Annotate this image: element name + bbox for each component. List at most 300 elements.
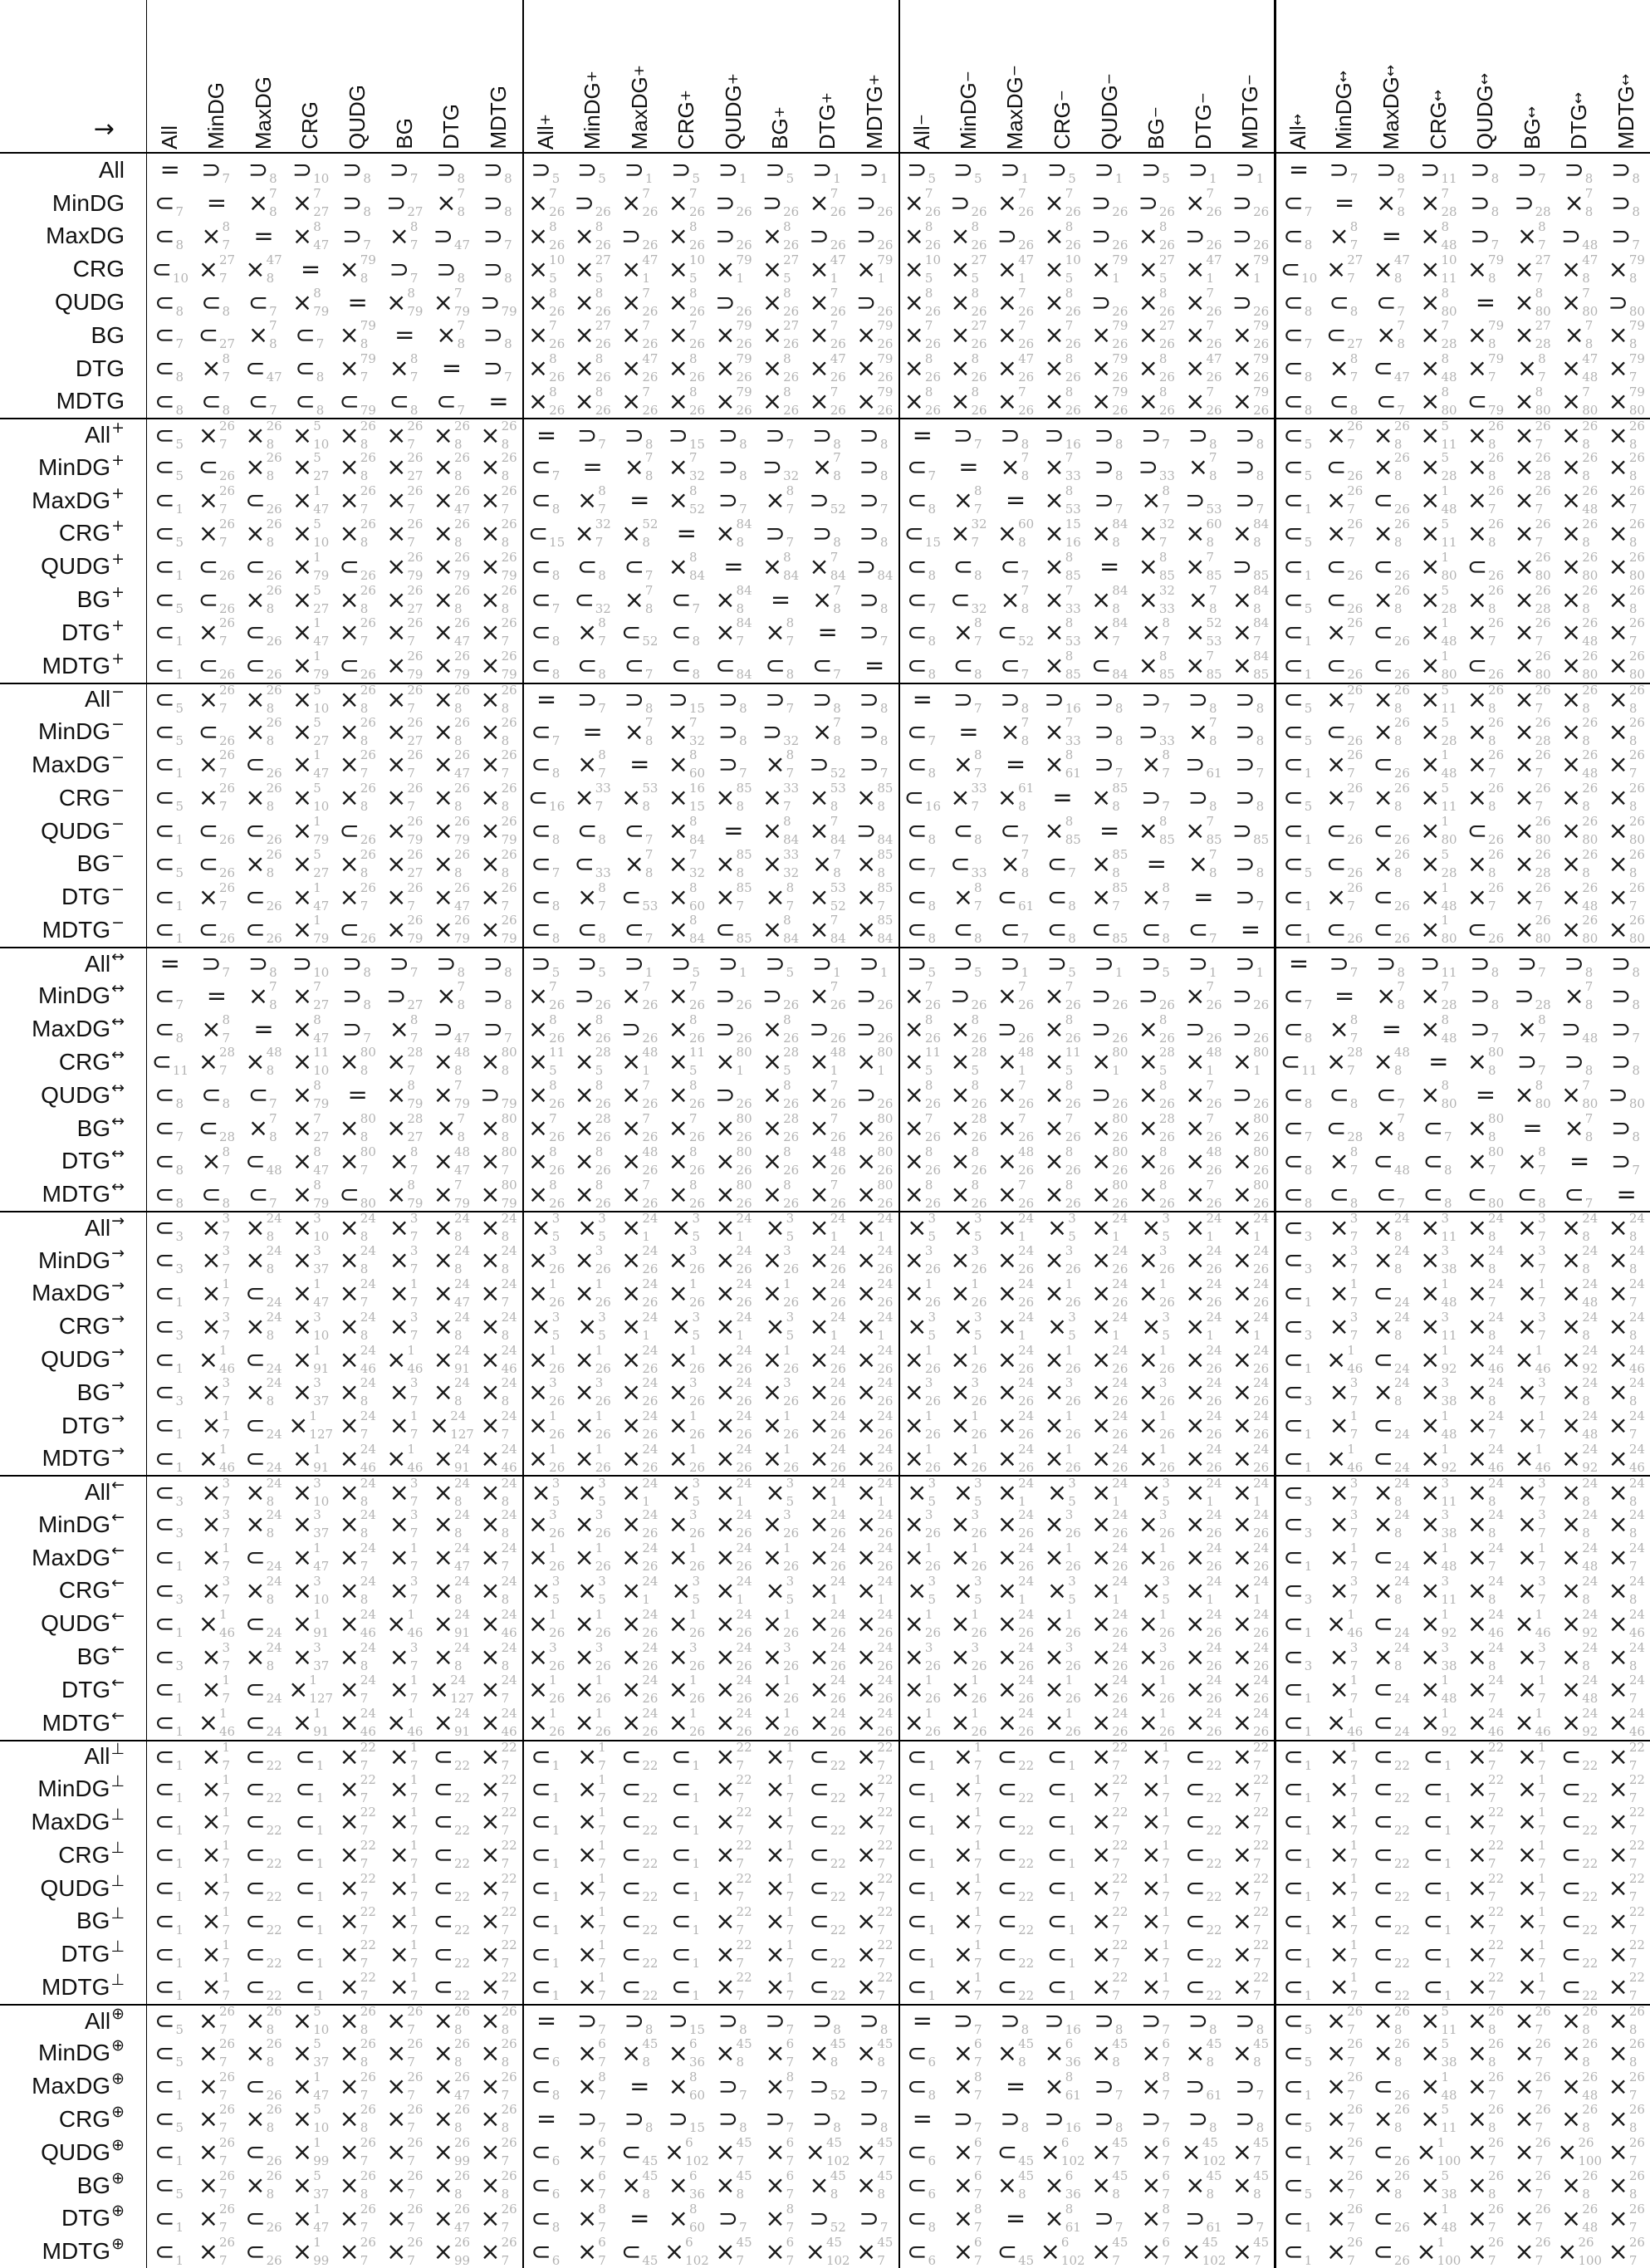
cell-crg-rarr--all (146, 1310, 193, 1343)
cross-symbol: × (1514, 486, 1535, 515)
subset-symbol: ⊂ (154, 1311, 175, 1340)
cell-qudg-minus--mindg (193, 815, 241, 848)
cross-symbol: × (621, 386, 642, 415)
cross-symbol: × (245, 1311, 266, 1340)
reference-numbers: 7 (786, 534, 795, 550)
cross-symbol: × (1373, 453, 1393, 482)
reference-numbers: 1 7 (786, 1771, 795, 1805)
cell-dtg-minus--mdtg-minus (1227, 880, 1275, 914)
cell-bg-larr--mdtg-plus (851, 1640, 898, 1673)
cell-dtg-harr--maxdg (240, 1144, 287, 1178)
subset-symbol: ⊂ (245, 551, 266, 580)
reference-numbers: 7 85 (1206, 649, 1222, 683)
reference-numbers: 27 (219, 336, 236, 352)
reference-numbers: 8 (1632, 171, 1640, 187)
cell-mindg-harr--mindg-minus (945, 980, 992, 1013)
reference-numbers: 24 1 (830, 1211, 846, 1245)
cross-symbol: × (996, 1675, 1018, 1704)
reference-numbers: 3 5 (692, 1573, 701, 1607)
cross-symbol: × (201, 1213, 222, 1242)
reference-numbers: 1 127 (309, 1673, 334, 1707)
reference-numbers: 8 79 (407, 1177, 424, 1211)
cell-dtg-minus--bg-harr (1509, 880, 1556, 914)
reference-numbers: 1 7 (409, 1673, 419, 1707)
cross-symbol: × (386, 750, 407, 779)
cross-symbol: × (527, 221, 549, 250)
cross-symbol: × (1000, 717, 1021, 746)
reference-numbers: 7 (1256, 898, 1265, 914)
reference-numbers: 24 8 (453, 1309, 471, 1343)
reference-numbers: 24 127 (450, 1673, 474, 1707)
cell-maxdg--all-minus (898, 220, 946, 253)
subset-symbol: ⊂ (621, 618, 642, 647)
cell-crg-harr--all-plus (522, 1046, 570, 1079)
cell-maxdg-minus--mdtg (475, 748, 522, 781)
reference-numbers: 8 (1397, 171, 1405, 187)
reference-numbers: 7 (1256, 766, 1265, 781)
cell-all-larr--mindg-plus (569, 1475, 616, 1508)
reference-numbers: 1 26 (595, 1408, 611, 1443)
cross-symbol: × (761, 1708, 783, 1737)
cross-symbol: × (480, 1411, 501, 1440)
cell-qudg-minus--crg-minus (1039, 815, 1086, 848)
cross-symbol: × (1608, 1411, 1628, 1440)
cell-mdtg-rarr--all-harr (1274, 1442, 1321, 1475)
cross-symbol: × (1466, 486, 1488, 515)
cell-qudg-harr--all-harr (1274, 1079, 1321, 1112)
cell-crg-minus--crg-plus (663, 781, 711, 815)
reference-numbers: 26 8 (360, 450, 376, 484)
reference-numbers: 26 (1253, 303, 1270, 319)
cell-crg--dtg-minus (1180, 252, 1227, 286)
row-label-mdtg-rarr: MDTG → (42, 1442, 125, 1472)
reference-numbers: 8 (1256, 436, 1265, 452)
cell-mdtg-harr--all-harr (1274, 1178, 1321, 1211)
reference-numbers: 7 (1349, 171, 1359, 187)
cell-maxdg-rarr--bg-minus (1133, 1277, 1180, 1310)
superset-symbol: ⊃ (576, 949, 598, 978)
superset-symbol: ⊃ (247, 949, 269, 978)
reference-numbers: 22 7 (877, 1739, 894, 1773)
subset-symbol: ⊂ (1283, 1278, 1304, 1307)
reference-numbers: 22 7 (1112, 1805, 1129, 1839)
cell-qudg-rarr--maxdg-minus (992, 1343, 1040, 1376)
reference-numbers: 24 8 (1488, 1573, 1505, 1607)
reference-numbers: 26 8 (1393, 450, 1410, 484)
cell-mindg-perp--qudg-harr (1462, 1772, 1510, 1805)
cell-mindg-minus--dtg-harr (1556, 715, 1603, 748)
reference-numbers: 26 8 (453, 582, 471, 616)
cell-mdtg-plus--crg-harr (1415, 649, 1462, 683)
subset-symbol: ⊂ (295, 1741, 316, 1771)
cross-symbol: × (1466, 618, 1488, 647)
cell-all-minus--bg-harr (1509, 683, 1556, 716)
cell-crg-harr--qudg-minus (1086, 1046, 1133, 1079)
cell-dtg-rarr--mdtg-minus (1227, 1409, 1275, 1443)
reference-numbers: 8 (551, 898, 561, 914)
cross-symbol: × (715, 1114, 736, 1143)
reference-numbers: 24 8 (501, 1639, 517, 1673)
cell-qudg-plus--all-plus (522, 550, 570, 583)
cell-mdtg-harr--bg-harr (1509, 1178, 1556, 1211)
reference-numbers: 26 8 (1488, 781, 1505, 815)
cell-mdtg-harr--mdtg-minus (1227, 1178, 1275, 1211)
reference-numbers: 1 7 (1162, 1771, 1170, 1805)
cell-all-plus--bg-plus (757, 418, 805, 451)
cross-symbol: × (291, 1609, 313, 1638)
cell-all--all (146, 154, 193, 187)
reference-numbers: 26 80 (1582, 649, 1599, 683)
cell-mindg-plus--crg-minus (1039, 451, 1086, 484)
cross-symbol: × (1560, 1080, 1582, 1110)
cell-dtg--qudg-plus (710, 352, 757, 385)
superset-symbol: ⊃ (247, 155, 269, 184)
subset-symbol: ⊂ (1283, 1443, 1304, 1472)
reference-numbers: 8 (175, 402, 184, 418)
subset-symbol: ⊂ (531, 1774, 551, 1803)
superset-symbol: ⊃ (291, 949, 313, 978)
cell-mdtg-harr--crg-harr (1415, 1178, 1462, 1211)
cell-maxdg-rarr--crg-plus (663, 1277, 711, 1310)
cross-symbol: × (1376, 1114, 1397, 1143)
cell-mindg-rarr--all-minus (898, 1244, 946, 1277)
cross-symbol: × (761, 1345, 783, 1374)
reference-numbers: 8 80 (1441, 384, 1457, 418)
cell-mdtg-larr--mdtg-minus (1227, 1707, 1275, 1740)
reference-numbers: 24 8 (1393, 1211, 1410, 1245)
reference-numbers: 22 7 (1628, 1739, 1645, 1773)
cross-symbol: × (668, 551, 688, 580)
subset-symbol: ⊂ (1280, 1047, 1301, 1076)
cell-all-minus--all (146, 683, 193, 716)
subset-symbol: ⊂ (154, 750, 175, 779)
reference-numbers: 52 (1018, 634, 1035, 649)
superset-symbol: ⊃ (1141, 155, 1162, 184)
cell-mdtg-minus--mindg-minus (945, 914, 992, 947)
cell-dtg-rarr--maxdg-minus (992, 1409, 1040, 1443)
reference-numbers: 8 7 (1349, 1012, 1359, 1046)
cross-symbol: × (1141, 750, 1162, 779)
cell-bg-harr--all-minus (898, 1112, 946, 1145)
cell-mindg-harr--maxdg-plus (616, 980, 663, 1013)
subset-symbol: ⊂ (154, 1179, 175, 1208)
cell-all-harr--dtg-harr (1556, 947, 1603, 980)
cell-mdtg--mdtg (475, 385, 522, 418)
cell-qudg-rarr--mdtg-minus (1227, 1343, 1275, 1376)
cell-crg-plus--dtg (428, 517, 476, 551)
cross-symbol: × (291, 453, 313, 482)
reference-numbers: 24 8 (453, 1507, 471, 1541)
reference-numbers: 8 80 (1535, 1078, 1551, 1112)
reference-numbers: 7 (1632, 1030, 1640, 1046)
cross-symbol: × (1090, 1114, 1112, 1143)
cell-mindg-harr--crg-plus (663, 980, 711, 1013)
cross-symbol: × (621, 1477, 642, 1506)
superset-symbol: ⊃ (859, 486, 879, 515)
cross-symbol: × (339, 1575, 360, 1604)
reference-numbers: 28 27 (407, 1111, 424, 1145)
cell-dtg-larr--crg-minus (1039, 1673, 1086, 1707)
reference-numbers: 26 (642, 1030, 659, 1046)
cross-symbol: × (1138, 816, 1158, 845)
reference-numbers: 8 (879, 732, 889, 748)
reference-numbers: 22 (1018, 1856, 1035, 1872)
cross-symbol: × (950, 518, 971, 547)
cross-symbol: × (386, 453, 407, 482)
cell-qudg-rarr--maxdg-plus (616, 1343, 663, 1376)
cell-crg-harr--mdtg-minus (1227, 1046, 1275, 1079)
cell-dtg-harr--bg-minus (1133, 1144, 1180, 1178)
reference-numbers: 1 26 (549, 1673, 566, 1707)
cross-symbol: × (339, 1378, 360, 1407)
cross-symbol: × (761, 221, 783, 250)
cross-symbol: × (1090, 1510, 1112, 1539)
cross-symbol: × (291, 1543, 313, 1572)
reference-numbers: 26 7 (1628, 483, 1645, 517)
cell-dtg-plus--mindg-harr (1321, 616, 1368, 649)
cell-qudg--mindg-plus (569, 286, 616, 319)
cell-bg-plus--dtg-harr (1556, 583, 1603, 616)
cell-all-rarr--mdtg-harr (1603, 1211, 1650, 1244)
cross-symbol: × (480, 1378, 501, 1407)
cross-symbol: × (621, 1311, 642, 1340)
reference-numbers: 3 26 (971, 1243, 987, 1277)
equals-symbol: = (1428, 1047, 1449, 1076)
cell-crg-minus--dtg (428, 781, 476, 815)
reference-numbers: 26 7 (501, 879, 517, 914)
cell-dtg-rarr--bg-minus (1133, 1409, 1180, 1443)
reference-numbers: 1 26 (688, 1342, 706, 1376)
reference-numbers: 8 7 (222, 351, 231, 385)
cell-all-larr--bg-harr (1509, 1475, 1556, 1508)
col-header-mdtg-harr: MDTG↔ (1603, 0, 1650, 154)
cross-symbol: × (1560, 1311, 1582, 1340)
reference-numbers: 22 7 (1488, 1771, 1505, 1805)
cell-bg-harr--crg-minus (1039, 1112, 1086, 1145)
cell-crg-larr--mdtg-plus (851, 1575, 898, 1608)
cell-maxdg-larr--qudg-harr (1462, 1541, 1510, 1575)
subset-symbol: ⊂ (671, 618, 692, 647)
cross-symbol: × (1420, 816, 1441, 845)
cell-maxdg-larr--bg-harr (1509, 1541, 1556, 1575)
cell-dtg-plus--mdtg-harr (1603, 616, 1650, 649)
reference-numbers: 8 (1584, 1063, 1594, 1079)
cross-symbol: × (809, 386, 830, 415)
superset-symbol: ⊃ (809, 486, 830, 515)
reference-numbers: 26 (1253, 237, 1270, 252)
cross-symbol: × (1466, 1510, 1488, 1539)
cross-symbol: × (201, 1411, 222, 1440)
reference-numbers: 1 26 (549, 1606, 566, 1640)
cell-mdtg--crg-minus (1039, 385, 1086, 418)
reference-numbers: 8 26 (688, 351, 706, 385)
reference-numbers: 7 26 (1206, 186, 1222, 220)
superset-symbol: ⊃ (1564, 949, 1584, 978)
reference-numbers: 47 (266, 370, 282, 385)
cell-dtg-larr--all-harr (1274, 1673, 1321, 1707)
reference-numbers: 7 28 (1441, 318, 1457, 352)
reference-numbers: 24 8 (1582, 1309, 1599, 1343)
cell-bg-larr--dtg (428, 1640, 476, 1673)
cross-symbol: × (809, 915, 830, 944)
cell-qudg-minus--crg (287, 815, 335, 848)
reference-numbers: 1 (175, 1790, 184, 1805)
subset-symbol: ⊂ (245, 1345, 266, 1374)
reference-numbers: 24 8 (360, 1507, 376, 1541)
cross-symbol: × (1044, 816, 1065, 845)
reference-numbers: 7 (1021, 567, 1030, 583)
cross-symbol: × (480, 651, 501, 680)
reference-numbers: 7 (974, 436, 982, 452)
cell-qudg--qudg-minus (1086, 286, 1133, 319)
cross-symbol: × (903, 1345, 924, 1374)
cell-crg-larr--all-plus (522, 1575, 570, 1608)
cross-symbol: × (1141, 1575, 1162, 1604)
reference-numbers: 26 (219, 567, 236, 583)
reference-numbers: 24 26 (1018, 1706, 1035, 1740)
cross-symbol: × (1185, 1114, 1206, 1143)
reference-numbers: 8 26 (549, 1144, 566, 1178)
cross-symbol: × (1608, 254, 1628, 283)
cell-dtg-minus--mindg-minus (945, 880, 992, 914)
cross-symbol: × (809, 1477, 830, 1506)
cross-symbol: × (433, 1510, 453, 1539)
cell-qudg-larr--mdtg (475, 1607, 522, 1640)
cell-bg-rarr--qudg-minus (1086, 1376, 1133, 1409)
cross-symbol: × (339, 1840, 360, 1869)
subset-symbol: ⊂ (245, 1443, 266, 1472)
cross-symbol: × (1185, 1609, 1206, 1638)
reference-numbers: 1 7 (974, 1771, 982, 1805)
reference-numbers: 1 7 (598, 1838, 606, 1872)
cross-symbol: × (1090, 1543, 1112, 1572)
reference-numbers: 26 (877, 237, 894, 252)
subset-symbol: ⊂ (1283, 1510, 1304, 1539)
cross-symbol: × (339, 518, 360, 547)
cell-all-rarr--qudg-minus (1086, 1211, 1133, 1244)
equals-symbol: = (1099, 551, 1120, 580)
reference-numbers: 79 26 (877, 384, 894, 418)
reference-numbers: 47 (453, 237, 471, 252)
reference-numbers: 5 (692, 171, 701, 187)
subset-symbol: ⊂ (1283, 1213, 1304, 1242)
cell-crg-minus--qudg-minus (1086, 781, 1133, 815)
cross-symbol: × (996, 1146, 1018, 1175)
reference-numbers: 26 (642, 237, 659, 252)
cell-maxdg-plus--dtg-plus (804, 484, 851, 517)
reference-numbers: 1 46 (407, 1342, 424, 1376)
reference-numbers: 5 (1304, 799, 1313, 815)
reference-numbers: 1 7 (409, 1739, 419, 1773)
reference-numbers: 8 26 (549, 351, 566, 385)
reference-numbers: 53 (642, 898, 659, 914)
cell-mindg-plus--mindg-plus (569, 451, 616, 484)
reference-numbers: 1 26 (783, 1342, 800, 1376)
reference-numbers: 8 26 (924, 351, 941, 385)
cell-crg-minus--dtg-minus (1180, 781, 1227, 815)
cross-symbol: × (386, 1179, 407, 1208)
reference-numbers: 24 1 (1112, 1309, 1129, 1343)
equals-symbol: = (1288, 949, 1310, 978)
cross-symbol: × (1420, 1246, 1441, 1275)
subset-symbol: ⊂ (1283, 849, 1304, 878)
cell-all-minus--bg-minus (1133, 683, 1180, 716)
reference-numbers: 1 7 (222, 1673, 231, 1707)
cross-symbol: × (527, 981, 549, 1010)
reference-numbers: 79 26 (736, 384, 752, 418)
reference-numbers: 1 (1114, 171, 1124, 187)
cell-maxdg-rarr--maxdg (240, 1277, 287, 1310)
superset-symbol: ⊃ (436, 155, 457, 184)
cross-symbol: × (1420, 750, 1441, 779)
cell-all-perp--maxdg-harr (1368, 1740, 1415, 1773)
superset-symbol: ⊃ (482, 254, 504, 283)
cell-maxdg-plus--crg-harr (1415, 484, 1462, 517)
cell-all--qudg-plus (710, 154, 757, 187)
reference-numbers: 1 48 (1441, 1276, 1457, 1310)
superset-symbol: ⊃ (436, 949, 457, 978)
cross-symbol: × (621, 1543, 642, 1572)
cross-symbol: × (201, 1311, 222, 1340)
cross-symbol: × (1090, 1741, 1112, 1771)
cross-symbol: × (668, 1179, 688, 1208)
cross-symbol: × (715, 1675, 736, 1704)
reference-numbers: 24 26 (830, 1243, 846, 1277)
reference-numbers: 26 79 (453, 649, 471, 683)
cell-mindg-rarr--maxdg-plus (616, 1244, 663, 1277)
subset-symbol: ⊂ (245, 618, 266, 647)
reference-numbers: 3 38 (1441, 1639, 1457, 1673)
reference-numbers: 8 47 (313, 1012, 330, 1046)
reference-numbers: 8 (1304, 1195, 1313, 1211)
cross-symbol: × (1046, 1575, 1068, 1604)
cell-bg-larr--crg-plus (663, 1640, 711, 1673)
cross-symbol: × (952, 1213, 974, 1242)
reference-numbers: 24 26 (1018, 1375, 1035, 1409)
cell-mindg-harr--bg-plus (757, 980, 805, 1013)
cell-maxdg-minus--all (146, 748, 193, 781)
cross-symbol: × (1187, 717, 1209, 746)
cross-symbol: × (1329, 221, 1349, 250)
cross-symbol: × (1090, 1246, 1112, 1275)
col-header-all-minus: All− (898, 0, 946, 154)
reference-numbers: 24 26 (736, 1706, 752, 1740)
subset-symbol: ⊂ (1283, 1345, 1304, 1374)
cross-symbol: × (1373, 254, 1393, 283)
reference-numbers: 24 1 (1253, 1309, 1270, 1343)
reference-numbers: 26 8 (266, 418, 282, 452)
cross-symbol: × (531, 1213, 551, 1242)
reference-numbers: 1 26 (595, 1706, 611, 1740)
cell-bg-rarr--crg (287, 1376, 335, 1409)
reference-numbers: 7 8 (644, 582, 654, 616)
cross-symbol: × (1516, 1378, 1538, 1407)
cell-maxdg-rarr--bg (381, 1277, 428, 1310)
reference-numbers: 26 8 (360, 714, 376, 748)
subset-symbol: ⊂ (1560, 1741, 1582, 1771)
reference-numbers: 26 48 (1582, 615, 1599, 649)
cross-symbol: × (433, 1345, 453, 1374)
reference-numbers: 3 5 (1068, 1573, 1076, 1607)
reference-numbers: 28 26 (1158, 1111, 1175, 1145)
cross-symbol: × (480, 1708, 501, 1737)
reference-numbers: 52 (830, 502, 846, 517)
equals-symbol: = (1240, 915, 1261, 944)
reference-numbers: 24 26 (1112, 1606, 1129, 1640)
cell-mindg-larr--qudg-plus (710, 1508, 757, 1541)
reference-numbers: 26 (595, 997, 611, 1012)
cross-symbol: × (386, 585, 407, 614)
